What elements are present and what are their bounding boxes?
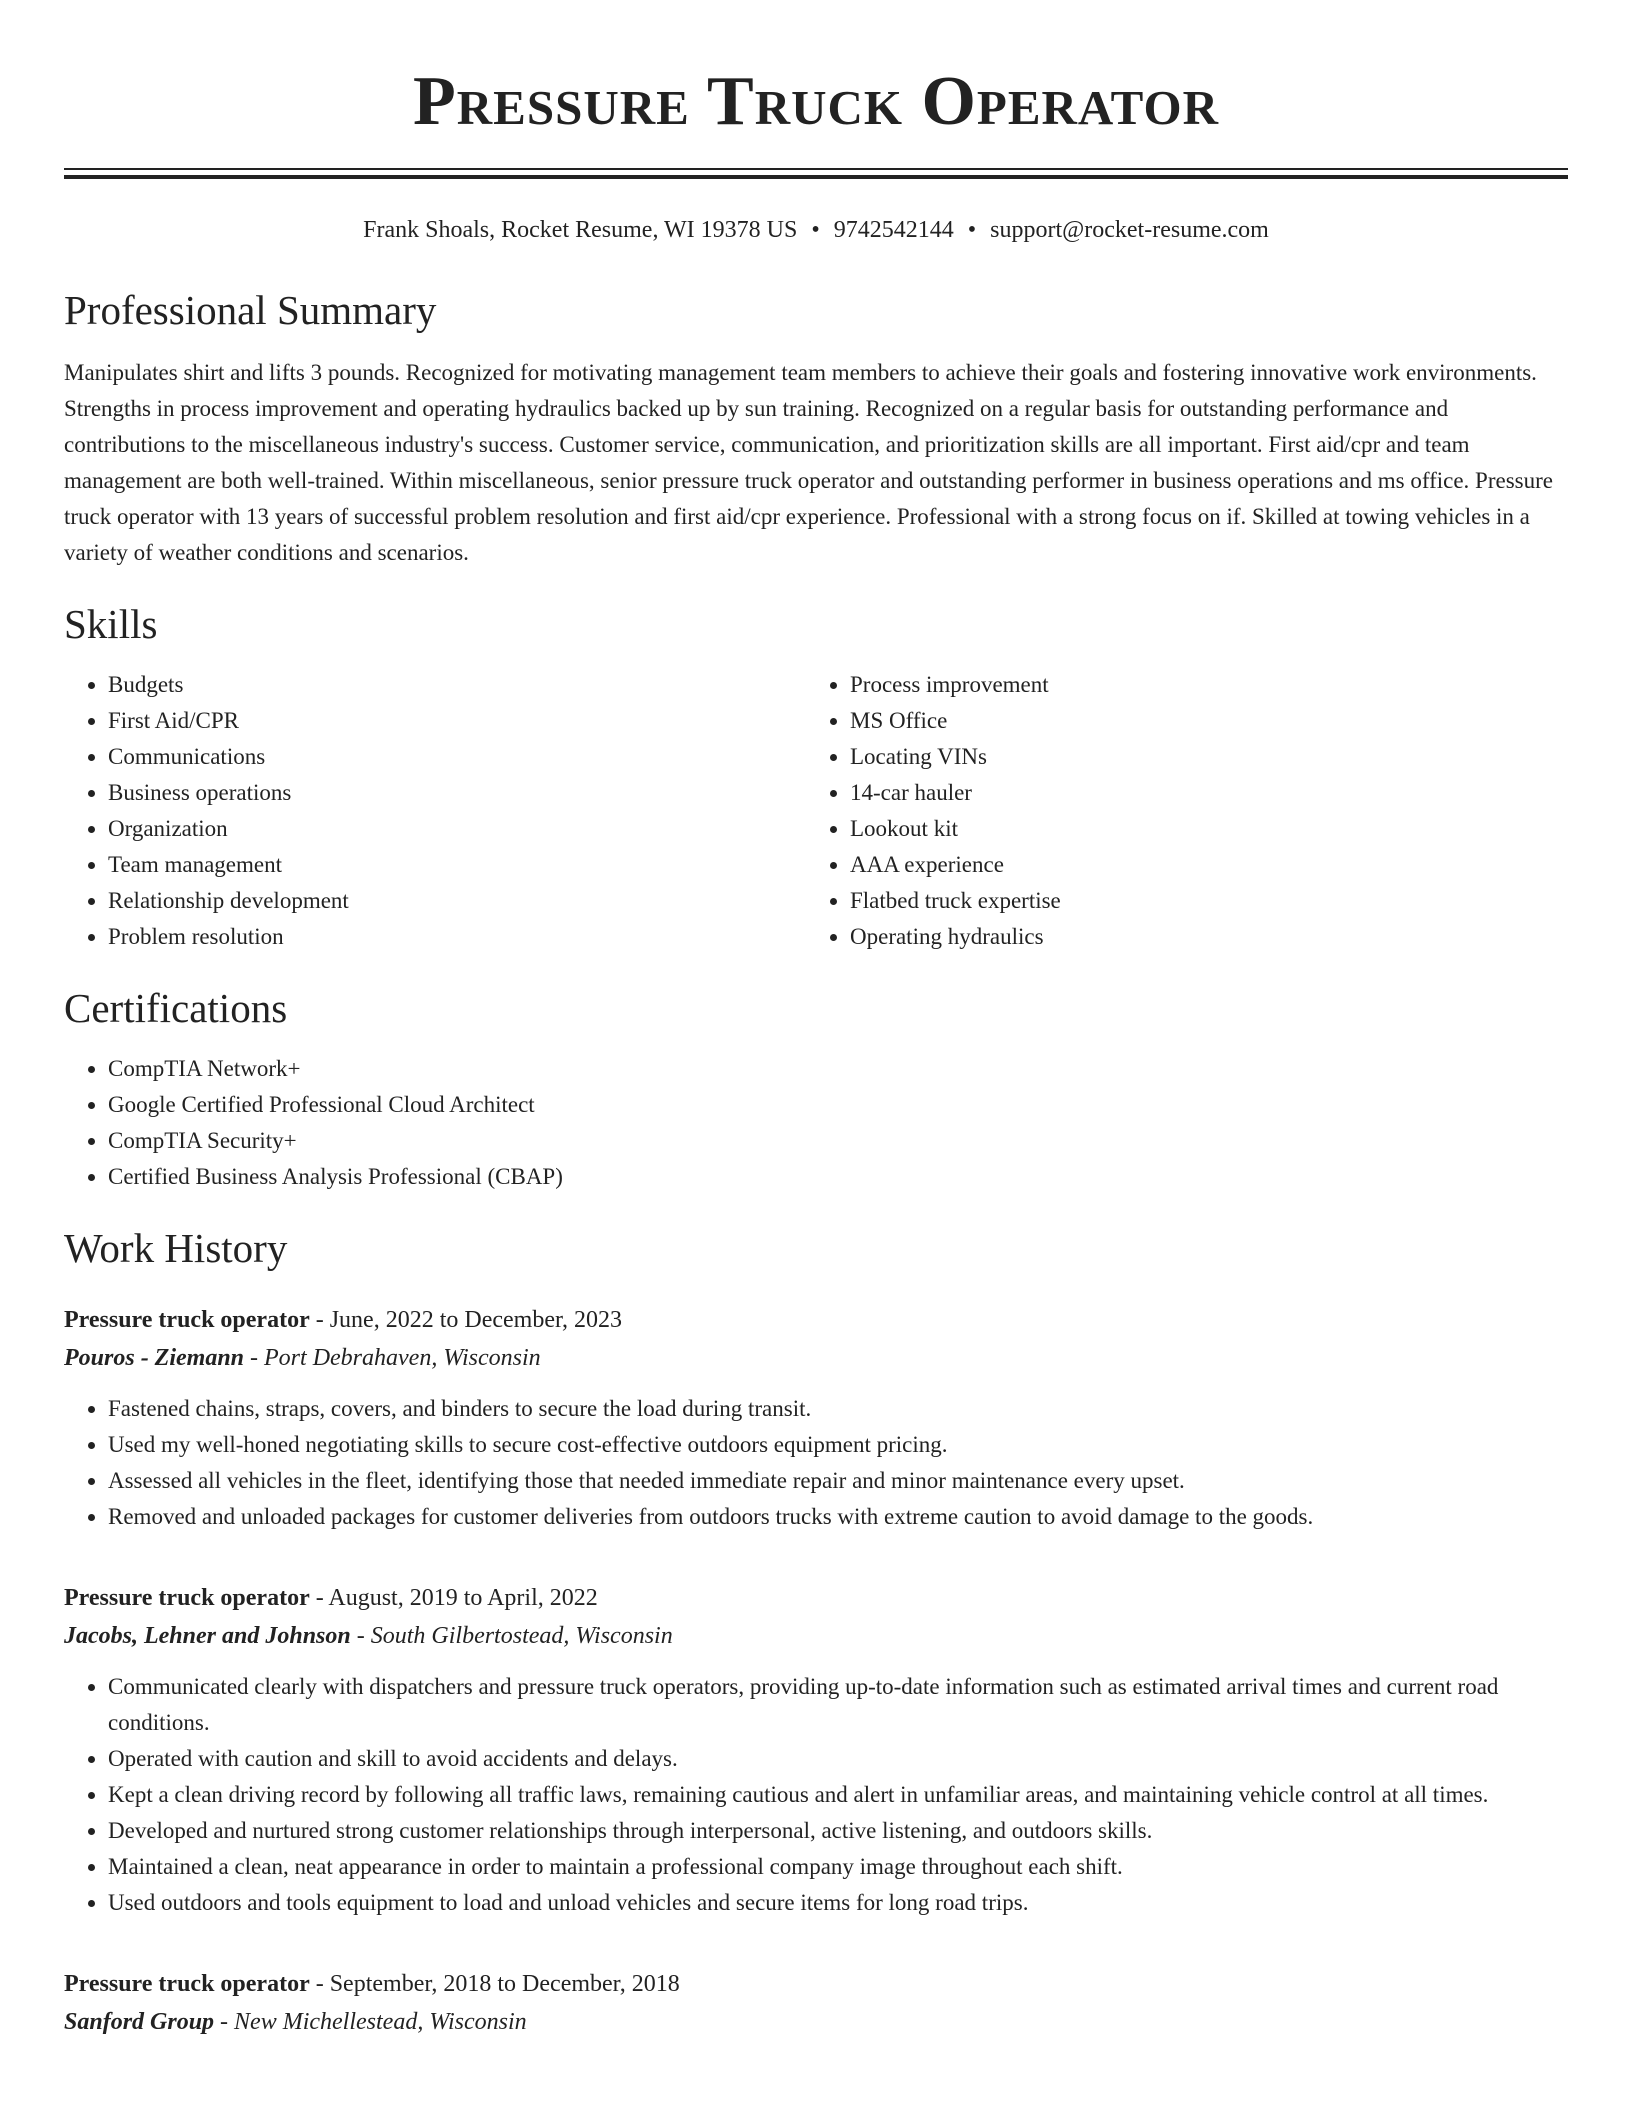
job-title-line (64, 1965, 1568, 2003)
skill-item: • Operating hydraulics (850, 919, 1548, 955)
job-company-line (64, 1617, 1568, 1655)
contact-phone: 9742542144 (833, 217, 954, 243)
job-bullet: • Removed and unloaded packages for customer deliveries from outdoors trucks with extreme caution to avoid damage to the goods. (108, 1499, 1568, 1535)
skill-item: • 14-car hauler (850, 775, 1548, 811)
contact-line (64, 215, 1568, 245)
certification-item: • Certified Business Analysis Professional (CBAP) (108, 1159, 1568, 1195)
skills-list-right (806, 667, 1548, 955)
work-history-heading: Work History (64, 1225, 288, 1271)
skill-item: • Process improvement (850, 667, 1548, 703)
certification-item: • CompTIA Security+ (108, 1123, 1568, 1159)
skill-item: • First Aid/CPR (108, 703, 806, 739)
skill-item: • Lookout kit (850, 811, 1548, 847)
job-bullet: • Assessed all vehicles in the fleet, identifying those that needed immediate repair and minor maintenance every upset. (108, 1463, 1568, 1499)
job-dates: - June, 2022 to December, 2023 (309, 1307, 623, 1333)
skill-item: • Team management (108, 847, 806, 883)
certifications-heading: Certifications (64, 985, 288, 1031)
job-company: Pouros - Ziemann (64, 1345, 245, 1371)
skill-item: • Business operations (108, 775, 806, 811)
job-company-line (64, 1339, 1568, 1377)
job-entry (64, 1965, 1568, 2041)
skills-list-left (64, 667, 806, 955)
job-title: Pressure truck operator (64, 1307, 310, 1333)
job-company-line (64, 2003, 1568, 2041)
job-bullet: • Communicated clearly with dispatchers and pressure truck operators, providing up-to-date information such as estimated arrival times and current road conditions. (108, 1669, 1568, 1741)
skills-columns (64, 667, 1568, 955)
skill-item: • Relationship development (108, 883, 806, 919)
resume-title: Pressure Truck Operator (413, 63, 1219, 140)
contact-separator: • (811, 217, 820, 243)
skill-item: • Problem resolution (108, 919, 806, 955)
job-company: Sanford Group (64, 2009, 215, 2035)
job-dates: - August, 2019 to April, 2022 (309, 1585, 598, 1611)
contact-separator: • (967, 217, 977, 243)
title-divider-thin (64, 168, 1568, 170)
job-title-line (64, 1301, 1568, 1339)
skill-item: • Communications (108, 739, 806, 775)
skill-item: • MS Office (850, 703, 1548, 739)
job-location: - South Gilbertostead, Wisconsin (350, 1623, 673, 1649)
contact-email: support@rocket-resume.com (990, 217, 1269, 243)
job-dates: - September, 2018 to December, 2018 (309, 1971, 680, 1997)
job-title: Pressure truck operator (64, 1585, 310, 1611)
skill-item: • Flatbed truck expertise (850, 883, 1548, 919)
skill-item: • Budgets (108, 667, 806, 703)
job-location: - New Michellestead, Wisconsin (214, 2009, 527, 2035)
summary-text: Manipulates shirt and lifts 3 pounds. Recognized for motivating management team members to achieve their goals and fostering innovative work environments. Strengths in process improvement and operating hydraulics backed up by sun training. Recognized on a regular basis for outstanding performance and contributions to the miscellaneous industry's success. Customer service, communication, and prioritization skills are all important. First aid/cpr and team management are both well-trained. Within miscellaneous, senior pressure truck operator and outstanding performer in business operations and ms office. Pressure truck operator with 13 years of successful problem resolution and first aid/cpr experience. Professional with a strong focus on if. Skilled at towing vehicles in a variety of weather conditions and scenarios. (64, 360, 1553, 565)
skill-item: • Organization (108, 811, 806, 847)
skill-item: • AAA experience (850, 847, 1548, 883)
job-title: Pressure truck operator (64, 1971, 310, 1997)
job-bullet: • Fastened chains, straps, covers, and binders to secure the load during transit. (108, 1391, 1568, 1427)
job-location: - Port Debrahaven, Wisconsin (244, 1345, 541, 1371)
job-bullets (64, 1669, 1568, 1921)
job-entry (64, 1579, 1568, 1921)
skill-item: • Locating VINs (850, 739, 1548, 775)
job-entry (64, 1301, 1568, 1535)
job-bullets (64, 1391, 1568, 1535)
job-bullet: • Operated with caution and skill to avoid accidents and delays. (108, 1741, 1568, 1777)
title-divider-thick (64, 175, 1568, 179)
job-bullet: • Developed and nurtured strong customer relationships through interpersonal, active listening, and outdoors skills. (108, 1813, 1568, 1849)
certification-item: • CompTIA Network+ (108, 1051, 1568, 1087)
certification-item: • Google Certified Professional Cloud Architect (108, 1087, 1568, 1123)
contact-address: Frank Shoals, Rocket Resume, WI 19378 US (363, 217, 798, 243)
certifications-list (64, 1051, 1568, 1195)
job-bullet: • Kept a clean driving record by following all traffic laws, remaining cautious and alert in unfamiliar areas, and maintaining vehicle control at all times. (108, 1777, 1568, 1813)
summary-heading: Professional Summary (64, 287, 437, 333)
skills-heading: Skills (64, 601, 158, 647)
job-bullet: • Used my well-honed negotiating skills to secure cost-effective outdoors equipment pricing. (108, 1427, 1568, 1463)
job-bullet: • Maintained a clean, neat appearance in order to maintain a professional company image throughout each shift. (108, 1849, 1568, 1885)
job-bullet: • Used outdoors and tools equipment to load and unload vehicles and secure items for long road trips. (108, 1885, 1568, 1921)
resume-page (64, 0, 1568, 2041)
job-company: Jacobs, Lehner and Johnson (64, 1623, 351, 1649)
job-title-line (64, 1579, 1568, 1617)
